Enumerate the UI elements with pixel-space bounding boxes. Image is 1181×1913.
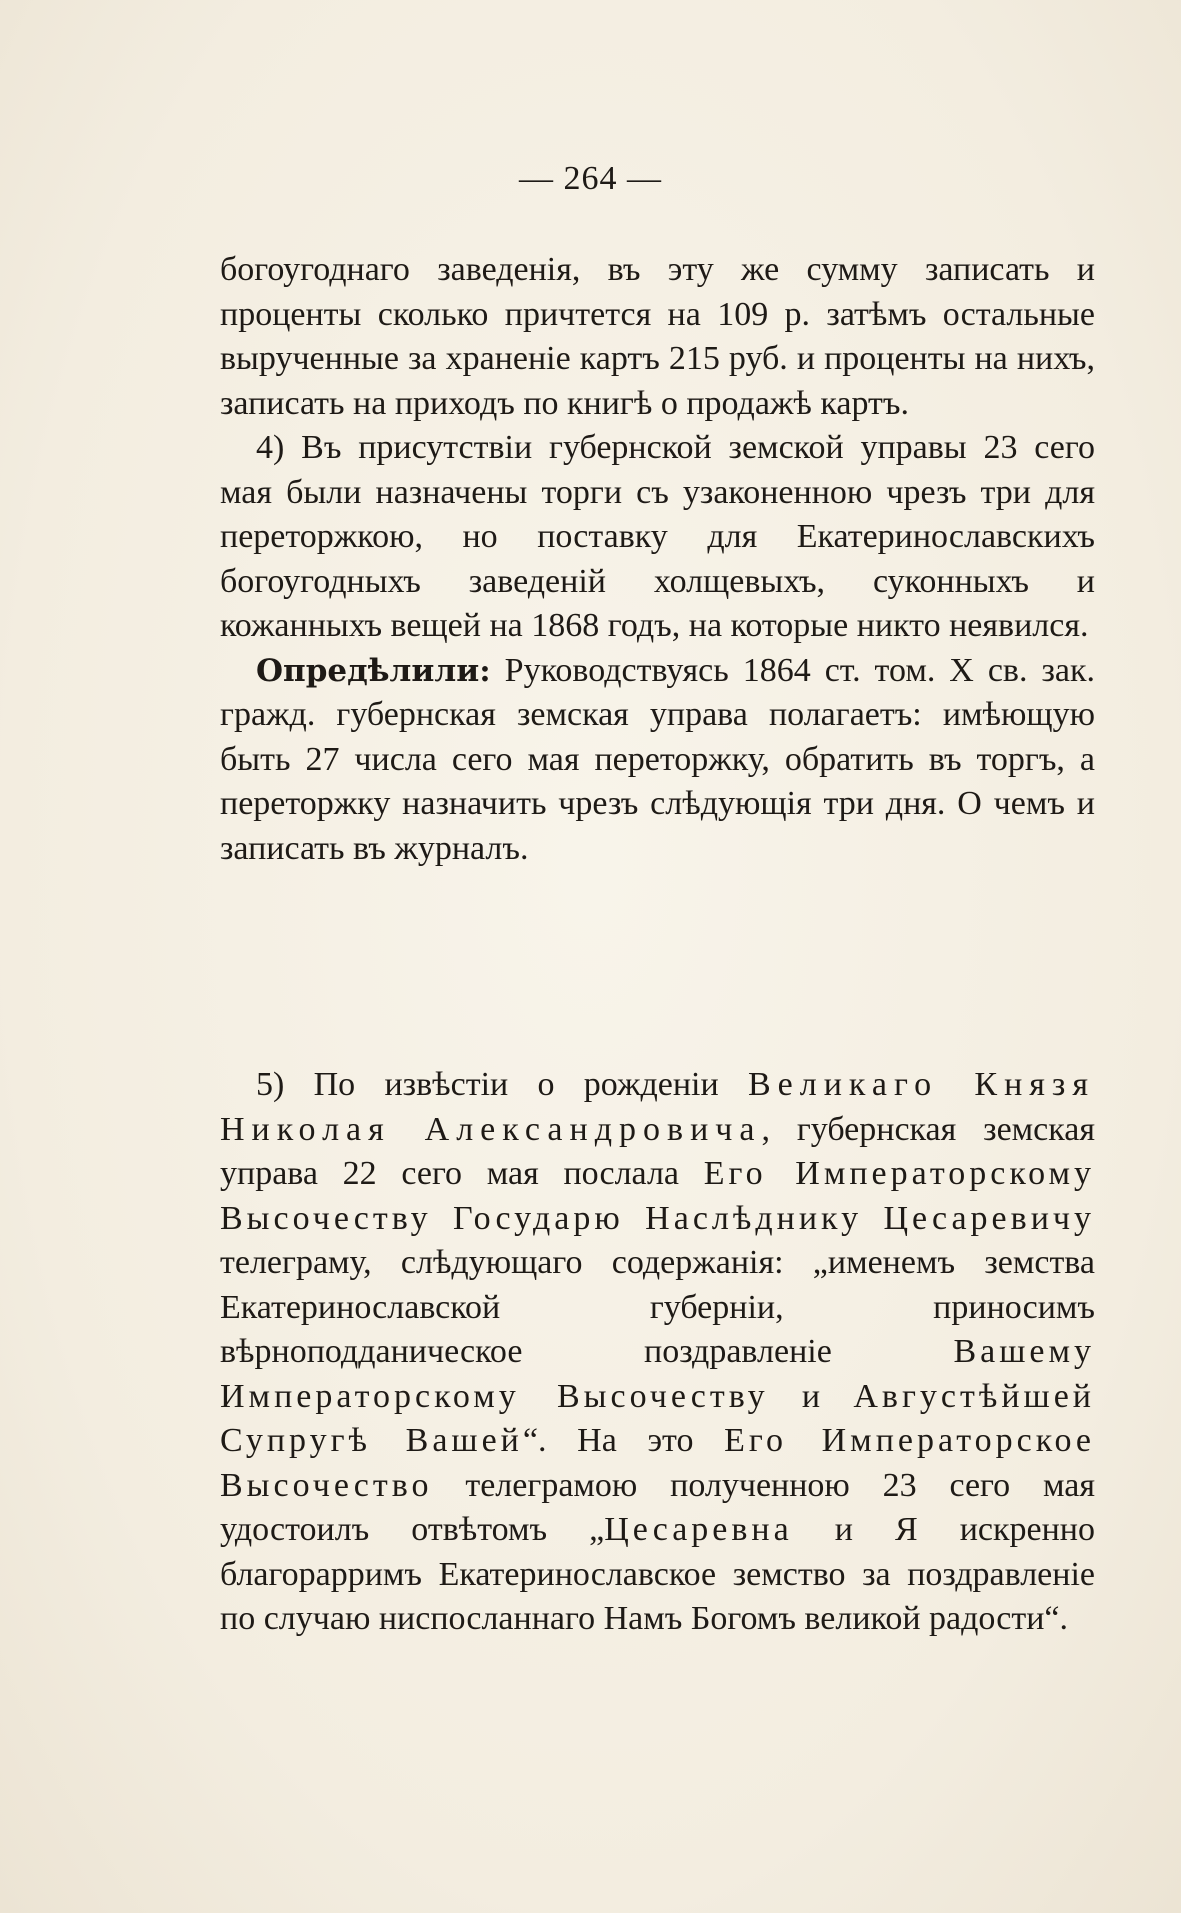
text-span: Намъ Богомъ: [603, 1600, 796, 1637]
text-span: и Я искренно благорарримъ Екатеринославское земство за поздравленіе по случаю ниспосланнаго: [220, 1511, 1095, 1637]
text-block-lower: [220, 1063, 1095, 1642]
text-span: и: [768, 1377, 854, 1415]
spaced-title: Августѣйшей Супругѣ Вашей: [220, 1377, 1095, 1459]
text-span: , губернская земская управа 22 сего мая послала: [220, 1110, 1095, 1192]
text-block-upper: [220, 248, 1095, 871]
text-span: 5) По извѣстіи о рожденіи: [256, 1066, 748, 1103]
text-span: телеграму, слѣдующаго содержанія: „именемъ земства Екатеринославской губерніи, приносимъ вѣрноподданическое поздравленіе: [220, 1244, 1095, 1370]
page-number: — 264 —: [519, 160, 662, 197]
text-span: телеграмою полученною 23 сего мая удостоилъ отвѣтомъ „: [220, 1466, 1095, 1548]
paragraph-continuation: богоугоднаго заведенія, въ эту же сумму записать и проценты сколько причтется на 109 р. затѣмъ остальные вырученные за храненіе картъ 215 руб. и проценты на нихъ, записать на приходъ по книгѣ о продажѣ картъ.: [220, 251, 1095, 422]
paragraph-item-4: 4) Въ присутствіи губернской земской управы 23 сего мая были назначены торги съ узаконенною чрезъ три для переторжкою, но поставку для Екатеринославскихъ богоугодныхъ заведеній холщевыхъ, суконныхъ и кожанныхъ вещей на 1868 годъ, на которые никто неявился.: [220, 429, 1095, 644]
text-span: великой радости“.: [795, 1600, 1068, 1637]
spaced-title: Цесаревна: [604, 1511, 793, 1548]
spaced-name: Великаго Князя Николая Александровича: [220, 1066, 1095, 1148]
paragraph-resolution: [220, 649, 1095, 872]
text-span: “. На это: [522, 1422, 725, 1459]
resolution-text: Руководствуясь 1864 ст. том. X св. зак. гражд. губернская земская управа полагаетъ: имѣющую быть 27 числа сего мая переторжку, обратить въ торгъ, а переторжку назначить чрезъ слѣдующія три дня. О чемъ и записать въ журналъ.: [220, 651, 1095, 867]
paragraph-item-5: [220, 1063, 1095, 1642]
spaced-title: Его Императорское Высочество: [220, 1422, 1095, 1504]
spaced-title: Вашему Императорскому Высочеству: [220, 1333, 1095, 1415]
spaced-title: Его Императорскому Высочеству Государю Наслѣднику Цесаревичу: [220, 1155, 1095, 1237]
resolution-lead: Опредѣлили:: [256, 652, 491, 689]
